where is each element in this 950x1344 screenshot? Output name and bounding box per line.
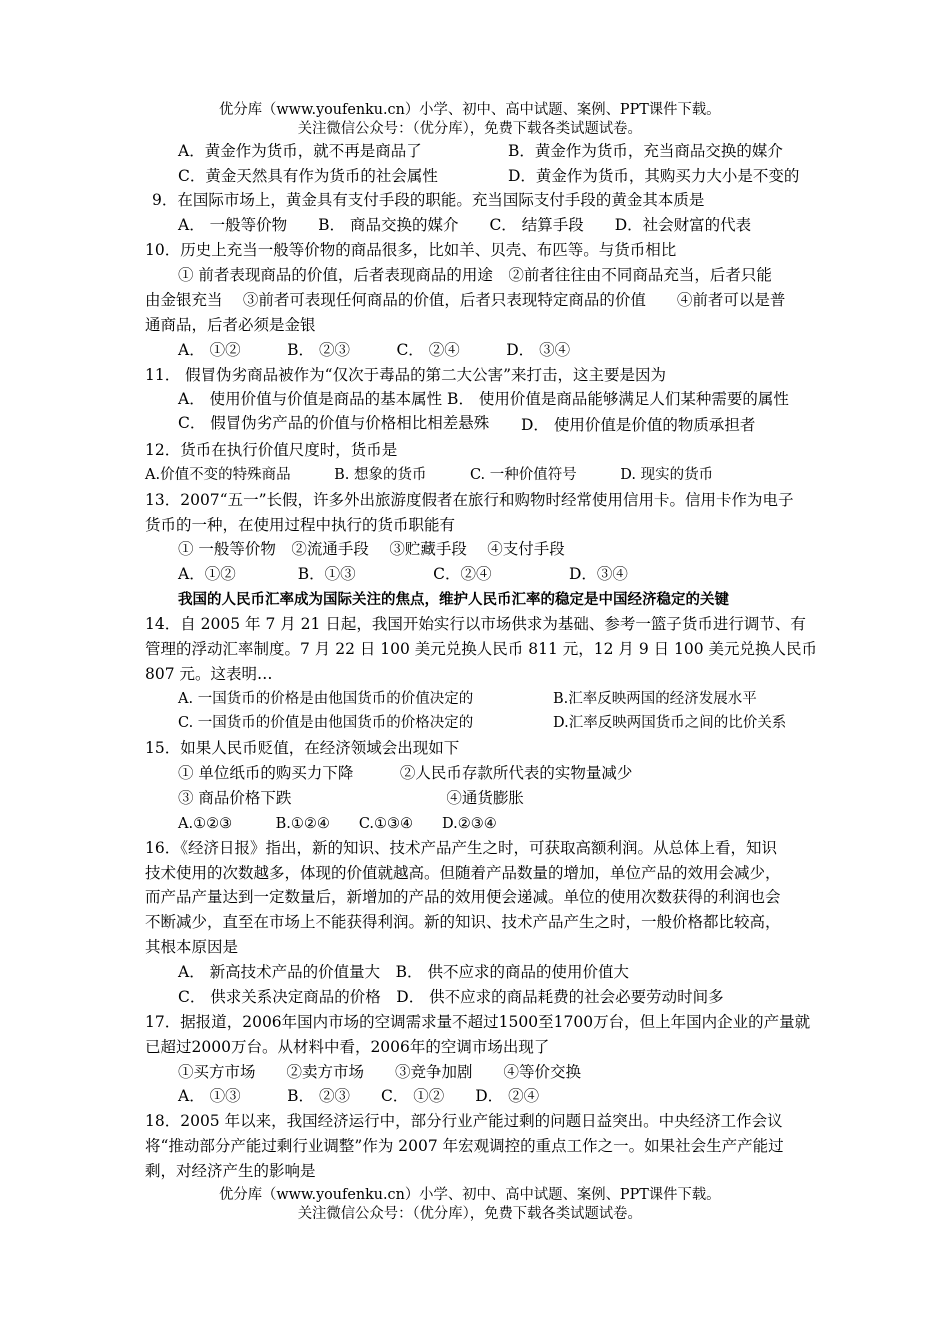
q18-stem-1: 18．2005 年以来，我国经济运行中，部分行业产能过剩的问题日益突出。中央经济工作会议 (145, 1112, 783, 1130)
q8-option-a: A．黄金作为货币，就不再是商品了 (178, 142, 422, 160)
header-line-2: 关注微信公众号：（优分库），免费下载各类试题试卷。 (297, 121, 642, 137)
q14-option-a: A. 一国货币的价格是由他国货币的价值决定的 (178, 691, 474, 707)
q16-stem-3: 而产品产量达到一定数量后，新增加的产品的效用便会递减。单位的使用次数获得的利润也会 (145, 888, 781, 906)
q11-stem: 11． 假冒伪劣商品被作为“仅次于毒品的第二大公害”来打击，这主要是因为 (145, 366, 667, 384)
q16-stem-2: 技术使用的次数越多，体现的价值就越高。但随着产品数量的增加，单位产品的效用会减少， (145, 864, 781, 882)
q16-options-cd: C． 供求关系决定商品的价格 D． 供不应求的商品耗费的社会必要劳动时间多 (178, 988, 724, 1006)
q11-option-d: D． 使用价值是价值的物质承担者 (521, 416, 756, 434)
q10-stem: 10．历史上充当一般等价物的商品很多，比如羊、贝壳、布匹等。与货币相比 (145, 241, 677, 259)
q18-stem-2: 将“推动部分产能过剩行业调整”作为 2007 年宏观调控的重点工作之一。如果社会生产产能过 (145, 1137, 784, 1155)
q14-option-b: B.汇率反映两国的经济发展水平 (553, 691, 757, 707)
q17-choices: ①买方市场 ②卖方市场 ③竞争加剧 ④等价交换 (178, 1063, 582, 1081)
q17-options: A． ①③ B． ②③ C． ①② D． ②④ (178, 1087, 540, 1105)
q17-stem-1: 17．据报道，2006年国内市场的空调需求量不超过1500至1700万台，但上年国内企业的产量就 (145, 1013, 811, 1031)
q12-options: A.价值不变的特殊商品 B. 想象的货币 C. 一种价值符号 D. 现实的货币 (145, 467, 714, 483)
q18-stem-3: 剩，对经济产生的影响是 (145, 1162, 316, 1180)
q14-stem-1: 14．自 2005 年 7 月 21 日起，我国开始实行以市场供求为基础、参考一篮子货币进行调节、有 (145, 615, 806, 633)
q8-option-d: D．黄金作为货币，其购买力大小是不变的 (508, 167, 800, 185)
q16-stem-4: 不断减少，直至在市场上不能获得利润。新的知识、技术产品产生之时，一般价格都比较高， (145, 913, 781, 931)
q14-option-c: C. 一国货币的价值是由他国货币的价格决定的 (178, 715, 474, 731)
q14-stem-3: 807 元。这表明… (145, 665, 273, 683)
q16-options-ab: A． 新高技术产品的价值量大 B． 供不应求的商品的使用价值大 (178, 963, 629, 981)
q10-line-3: 通商品，后者必须是金银 (145, 316, 316, 334)
q14-option-d: D.汇率反映两国货币之间的比价关系 (553, 715, 787, 731)
q9-options: A． 一般等价物 B． 商品交换的媒介 C． 结算手段 D．社会财富的代表 (178, 216, 752, 234)
q9-stem: 9．在国际市场上，黄金具有支付手段的职能。充当国际支付手段的黄金其本质是 (152, 191, 705, 209)
header-line-1: 优分库（www.youfenku.cn）小学、初中、高中试题、案例、PPT课件下载。 (219, 102, 721, 118)
q10-line-2: 由金银充当 ③前者可表现任何商品的价值，后者只表现特定商品的价值 ④前者可以是普 (145, 291, 786, 309)
footer-line-2: 关注微信公众号：（优分库），免费下载各类试题试卷。 (297, 1206, 642, 1222)
section-heading: 我国的人民币汇率成为国际关注的焦点，维护人民币汇率的稳定是中国经济稳定的关键 (178, 591, 729, 608)
q11-options-ab: A． 使用价值与价值是商品的基本属性 B． 使用价值是商品能够满足人们某种需要的属性 (178, 390, 789, 408)
q8-option-b: B．黄金作为货币，充当商品交换的媒介 (508, 142, 783, 160)
q11-option-c: C． 假冒伪劣产品的价值与价格相比相差悬殊 (178, 414, 490, 432)
q15-stem: 15．如果人民币贬值，在经济领域会出现如下 (145, 739, 460, 757)
q10-line-1: ① 前者表现商品的价值，后者表现商品的用途 ②前者往往由不同商品充当，后者只能 (178, 266, 772, 284)
q15-choices-1: ① 单位纸币的购买力下降 ②人民币存款所代表的实物量减少 (178, 764, 633, 782)
q12-stem: 12．货币在执行价值尺度时，货币是 (145, 441, 398, 459)
q13-stem-2: 货币的一种，在使用过程中执行的货币职能有 (145, 516, 456, 534)
footer-line-1: 优分库（www.youfenku.cn）小学、初中、高中试题、案例、PPT课件下载。 (219, 1187, 721, 1203)
q15-options: A.①②③ B.①②④ C.①③④ D.②③④ (178, 816, 497, 832)
q13-stem-1: 13．2007“五一”长假，许多外出旅游度假者在旅行和购物时经常使用信用卡。信用卡作为电子 (145, 491, 794, 509)
q17-stem-2: 已超过2000万台。从材料中看，2006年的空调市场出现了 (145, 1038, 550, 1056)
q13-options: A．①② B．①③ C．②④ D．③④ (178, 565, 628, 583)
q10-options: A． ①② B． ②③ C． ②④ D． ③④ (178, 341, 571, 359)
q13-choices: ① 一般等价物 ②流通手段 ③贮藏手段 ④支付手段 (178, 540, 565, 558)
q15-choices-2: ③ 商品价格下跌 ④通货膨胀 (178, 789, 524, 807)
q14-stem-2: 管理的浮动汇率制度。7 月 22 日 100 美元兑换人民币 811 元，12 月 9 日 100 美元兑换人民币 (145, 640, 818, 658)
q16-stem-1: 16．《经济日报》指出，新的知识、技术产品产生之时，可获取高额利润。从总体上看，知识 (145, 839, 777, 857)
q16-stem-5: 其根本原因是 (145, 938, 239, 956)
q8-option-c: C．黄金天然具有作为货币的社会属性 (178, 167, 438, 185)
